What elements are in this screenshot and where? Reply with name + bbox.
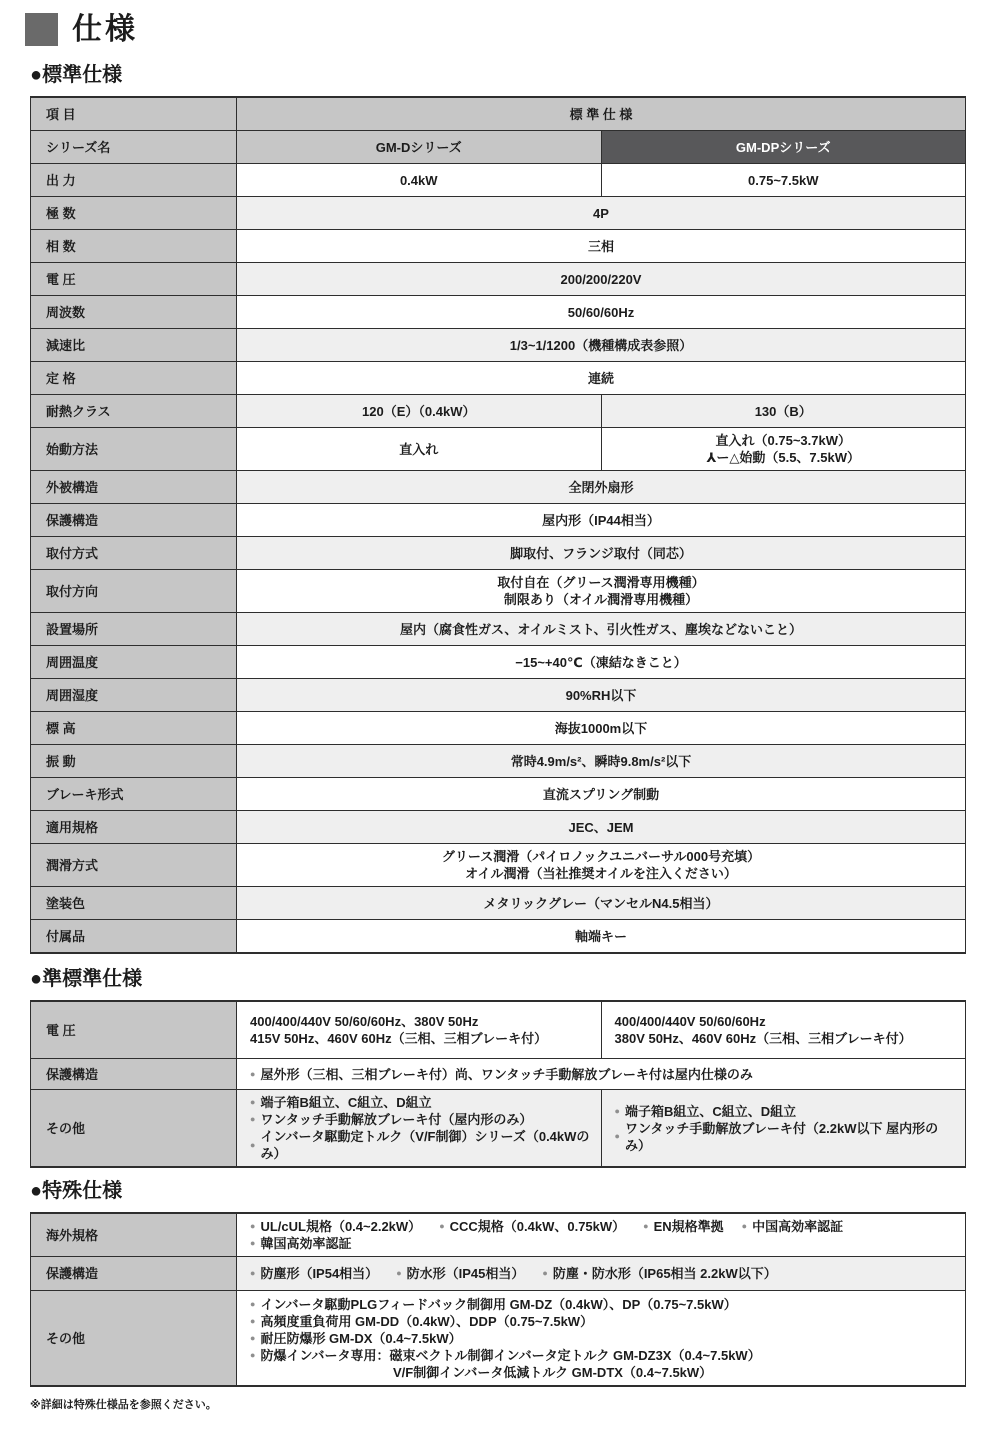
row-label: 周波数 <box>31 296 237 328</box>
row-value: 屋内（腐食性ガス、オイルミスト、引火性ガス、塵埃などないこと） <box>400 621 802 637</box>
semi-standard-spec-table <box>30 1000 966 1168</box>
row-value <box>601 428 966 470</box>
table-row <box>31 1059 965 1090</box>
row-label: 定 格 <box>31 362 237 394</box>
row-label: 周囲温度 <box>31 646 237 678</box>
title-square-icon <box>25 13 58 46</box>
table-row <box>31 1002 965 1059</box>
row-value-line: グリース潤滑（パイロノックユニバーサル000号充填） <box>441 849 761 864</box>
row-value: 50/60/60Hz <box>567 304 635 320</box>
row-label: 潤滑方式 <box>31 844 237 886</box>
table-row <box>31 679 965 712</box>
row-label: 保護構造 <box>31 1257 237 1290</box>
section-heading-special: ●特殊仕様 <box>30 1180 123 1202</box>
table-row <box>31 646 965 679</box>
bullet-icon: ● <box>250 1315 256 1326</box>
bullet-icon: ● <box>250 1097 256 1107</box>
bullet-line <box>250 1364 712 1381</box>
bullet-icon: ● <box>396 1268 402 1278</box>
bullet-line <box>615 1103 797 1120</box>
row-value: 全閉外扇形 <box>568 479 634 495</box>
row-value-line: 400/400/440V 50/60/60Hz、380V 50Hz <box>250 1014 479 1029</box>
bullet-text: 端子箱B組立、C組立、D組立 <box>624 1103 797 1119</box>
row-value: 標 準 仕 様 <box>237 98 965 130</box>
page-title-block <box>25 0 968 46</box>
table-row <box>31 164 965 197</box>
bullet-icon: ● <box>250 1221 256 1231</box>
row-value: 連続 <box>587 370 614 386</box>
row-label: 外被構造 <box>31 471 237 503</box>
row-value <box>237 1257 965 1290</box>
row-label: 取付方式 <box>31 537 237 569</box>
table-row <box>31 920 965 952</box>
row-value: 4P <box>593 205 609 221</box>
row-label: 標 高 <box>31 712 237 744</box>
bullet-item <box>742 1218 843 1235</box>
bullet-text: EN規格準拠 <box>653 1219 724 1234</box>
bullet-item <box>643 1218 724 1235</box>
table-row <box>31 471 965 504</box>
row-label: 電 圧 <box>31 1002 237 1058</box>
bullet-icon: ● <box>614 1131 620 1141</box>
table-row <box>31 1214 965 1257</box>
bullet-line <box>250 1347 761 1364</box>
row-value-line: 取付自在（グリース潤滑専用機種） <box>497 575 705 590</box>
row-value: 常時4.9m/s²、瞬時9.8m/s²以下 <box>510 753 692 769</box>
row-label: 保護構造 <box>31 1059 237 1089</box>
row-label: その他 <box>31 1090 237 1166</box>
bullet-icon: ● <box>250 1349 256 1360</box>
row-value <box>237 844 965 886</box>
bullet-item <box>250 1265 378 1282</box>
row-label: 相 数 <box>31 230 237 262</box>
row-label: ブレーキ形式 <box>31 778 237 810</box>
bullet-icon: ● <box>250 1068 256 1079</box>
row-value: 直流スプリング制動 <box>542 786 660 802</box>
bullet-line <box>250 1066 753 1083</box>
row-value <box>601 1090 966 1166</box>
row-label: 適用規格 <box>31 811 237 843</box>
table-row <box>31 395 965 428</box>
row-value <box>237 1291 965 1385</box>
table-row <box>31 745 965 778</box>
bullet-text: ワンタッチ手動解放ブレーキ付（2.2kW以下 屋内形のみ） <box>624 1120 939 1153</box>
row-value-line: 380V 50Hz、460V 60Hz（三相、三相ブレーキ付） <box>614 1031 912 1046</box>
bullet-icon: ● <box>439 1221 445 1231</box>
bullet-text: 屋外形（三相、三相ブレーキ付）尚、ワンタッチ手動解放ブレーキ付は屋内仕様のみ <box>260 1066 753 1082</box>
row-label: 保護構造 <box>31 504 237 536</box>
table-row <box>31 811 965 844</box>
table-row <box>31 712 965 745</box>
row-value-line: 415V 50Hz、460V 60Hz（三相、三相ブレーキ付） <box>250 1031 548 1046</box>
bullet-icon: ● <box>250 1238 256 1248</box>
bullet-icon: ● <box>643 1221 649 1231</box>
table-row <box>31 504 965 537</box>
bullet-text: 防塵・防水形（IP65相当 2.2kW以下） <box>552 1266 777 1281</box>
row-value: GM-Dシリーズ <box>237 131 601 163</box>
row-value: 200/200/220V <box>560 271 642 287</box>
bullet-line <box>615 1120 958 1154</box>
bullet-icon: ● <box>250 1332 256 1343</box>
bullet-item <box>250 1235 351 1252</box>
bullet-item <box>396 1265 524 1282</box>
row-value-line: 制限あり（オイル潤滑専用機種） <box>503 592 699 607</box>
row-value: 脚取付、フランジ取付（同芯） <box>510 545 692 561</box>
bullet-text: CCC規格（0.4kW、0.75kW） <box>449 1219 626 1234</box>
bullet-text: 防爆インバータ専用：磁束ベクトル制御インバータ定トルク GM-DZ3X（0.4~7.5kW） <box>260 1347 761 1363</box>
row-value-line: ⅄ー△始動（5.5、7.5kW） <box>706 450 861 465</box>
bullet-line <box>250 1313 593 1330</box>
row-value: JEC、JEM <box>568 819 634 835</box>
row-label: 極 数 <box>31 197 237 229</box>
table-row <box>31 362 965 395</box>
row-value: 0.75~7.5kW <box>601 164 966 196</box>
bullet-text: ワンタッチ手動解放ブレーキ付（屋内形のみ） <box>260 1112 533 1127</box>
row-label: 項 目 <box>31 98 237 130</box>
row-value: −15~+40℃（凍結なきこと） <box>515 654 687 670</box>
row-label: その他 <box>31 1291 237 1385</box>
row-value <box>237 1214 965 1256</box>
row-label: 減速比 <box>31 329 237 361</box>
table-row <box>31 844 965 887</box>
bullet-text: 端子箱B組立、C組立、D組立 <box>260 1095 432 1110</box>
table-row <box>31 131 965 164</box>
row-label: 塗装色 <box>31 887 237 919</box>
row-label: 出 力 <box>31 164 237 196</box>
table-row <box>31 197 965 230</box>
bullet-text: インバータ駆動PLGフィードバック制御用 GM-DZ（0.4kW）、DP（0.75~7.5kW） <box>260 1296 737 1312</box>
table-row <box>31 296 965 329</box>
bullet-line <box>250 1296 737 1313</box>
table-row <box>31 329 965 362</box>
table-row <box>31 570 965 613</box>
table-row <box>31 1257 965 1291</box>
bullet-text: 防水形（IP45相当） <box>406 1266 525 1281</box>
bullet-text: インバータ駆動定トルク（V/F制御）シリーズ（0.4kWのみ） <box>260 1129 590 1161</box>
row-value: 海抜1000m以下 <box>554 720 648 736</box>
bullet-icon: ● <box>250 1268 256 1278</box>
row-label: 振 動 <box>31 745 237 777</box>
bullet-icon: ● <box>250 1139 256 1150</box>
bullet-text: UL/cUL規格（0.4~2.2kW） <box>260 1219 422 1234</box>
row-label: 海外規格 <box>31 1214 237 1256</box>
special-spec-table <box>30 1212 966 1387</box>
row-label: 取付方向 <box>31 570 237 612</box>
row-value <box>237 1002 601 1058</box>
row-value: 三相 <box>587 238 614 254</box>
bullet-line <box>250 1128 593 1162</box>
bullet-text: 高頻度重負荷用 GM-DD（0.4kW）、DDP（0.75~7.5kW） <box>260 1313 594 1329</box>
section-heading-standard: ●標準仕様 <box>30 64 123 86</box>
standard-spec-table <box>30 96 966 954</box>
table-row <box>31 1291 965 1385</box>
row-label: 周囲湿度 <box>31 679 237 711</box>
page-title: 仕様 <box>72 13 138 46</box>
bullet-text: 防塵形（IP54相当） <box>260 1266 379 1281</box>
row-value: 直入れ <box>399 441 439 457</box>
bullet-icon: ● <box>250 1298 256 1309</box>
row-label: 電 圧 <box>31 263 237 295</box>
bullet-text: 韓国高効率認証 <box>260 1236 352 1251</box>
row-value-line: 400/400/440V 50/60/60Hz <box>614 1014 766 1029</box>
row-value: 軸端キー <box>574 928 627 944</box>
row-label: シリーズ名 <box>31 131 237 163</box>
row-label: 付属品 <box>31 920 237 952</box>
table-row <box>31 98 965 131</box>
bullet-item <box>439 1218 625 1235</box>
bullet-text: 中国高効率認証 <box>752 1219 844 1234</box>
row-value <box>237 1059 965 1089</box>
row-value: 屋内形（IP44相当） <box>542 512 660 528</box>
bullet-icon: ● <box>741 1221 748 1231</box>
row-value: 130（B） <box>601 395 966 427</box>
table-row <box>31 428 965 471</box>
footnote: ※詳細は特殊仕様品を参照ください。 <box>30 1399 217 1411</box>
table-row <box>31 230 965 263</box>
row-value <box>237 570 965 612</box>
table-row <box>31 1090 965 1166</box>
row-value: 90%RH以下 <box>565 687 637 703</box>
row-value: 0.4kW <box>399 172 438 188</box>
table-row <box>31 778 965 811</box>
table-row <box>31 887 965 920</box>
bullet-line <box>250 1094 432 1111</box>
row-value <box>601 1002 966 1058</box>
row-value: 1/3~1/1200（機種構成表参照） <box>509 337 693 353</box>
bullet-text: 耐圧防爆形 GM-DX（0.4~7.5kW） <box>260 1330 462 1346</box>
table-row <box>31 263 965 296</box>
row-label: 始動方法 <box>31 428 237 470</box>
row-label: 設置場所 <box>31 613 237 645</box>
bullet-line <box>250 1111 532 1128</box>
row-value-line: 直入れ（0.75~3.7kW） <box>715 433 851 448</box>
bullet-item <box>250 1218 421 1235</box>
bullet-icon: ● <box>614 1105 620 1116</box>
table-row <box>31 537 965 570</box>
table-row <box>31 613 965 646</box>
row-value: 120（E）（0.4kW） <box>362 403 476 419</box>
row-value <box>237 1090 601 1166</box>
bullet-text: V/F制御インバータ低減トルク GM-DTX（0.4~7.5kW） <box>393 1364 713 1380</box>
row-value: GM-DPシリーズ <box>601 131 966 163</box>
bullet-icon: ● <box>250 1114 256 1124</box>
bullet-line <box>250 1330 462 1347</box>
bullet-item <box>542 1265 776 1282</box>
row-value: メタリックグレー（マンセルN4.5相当） <box>483 895 719 911</box>
section-heading-semi-standard: ●準標準仕様 <box>30 968 143 990</box>
bullet-icon: ● <box>542 1268 548 1278</box>
row-value-line: オイル潤滑（当社推奨オイルを注入ください） <box>465 866 737 881</box>
row-label: 耐熱クラス <box>31 395 237 427</box>
